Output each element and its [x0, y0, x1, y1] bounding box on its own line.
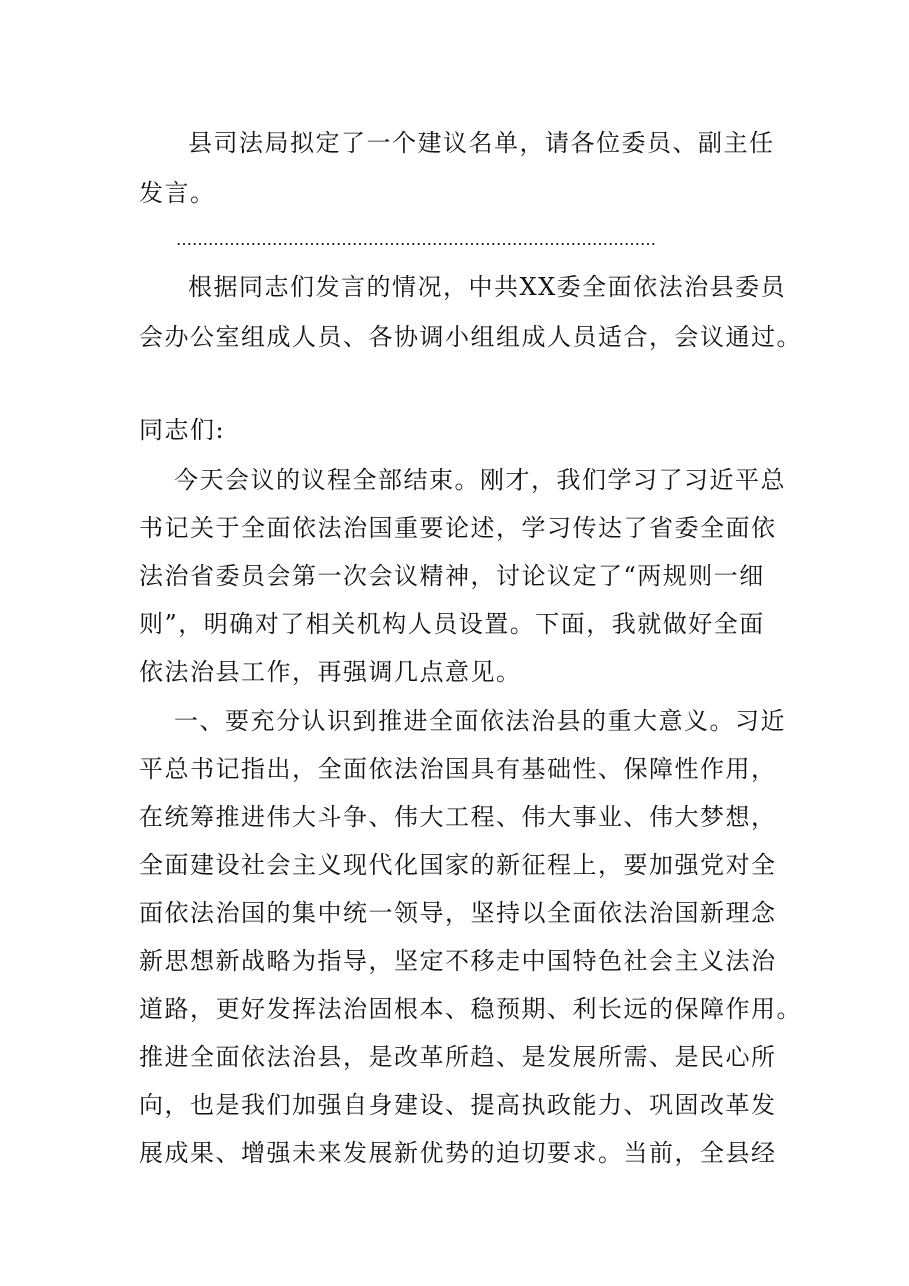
text-line: 县司法局拟定了一个建议名单，请各位委员、副主任 [188, 129, 775, 157]
text-line: 发言。 [139, 179, 216, 207]
text-line: 面依法治国的集中统一领导，坚持以全面依法治国新理念 [139, 899, 777, 927]
section-heading-line: 一、要充分认识到推进全面依法治县的重大意义。习近 [174, 707, 786, 735]
text-line: 法治省委员会第一次会议精神，讨论议定了“两规则一细 [139, 562, 765, 590]
text-line: 书记关于全面依法治国重要论述，学习传达了省委全面依 [139, 514, 777, 542]
text-line: 根据同志们发言的情况，中共XX委全面依法治县委员 [188, 273, 787, 301]
text-line: 则”，明确对了相关机构人员设置。下面，我就做好全面 [139, 610, 765, 638]
text-line: 平总书记指出，全面依法治国具有基础性、保障性作用， [139, 755, 777, 783]
text-line: 道路，更好发挥法治固根本、稳预期、利长远的保障作用。 [139, 995, 802, 1023]
text-line: 展成果、增强未来发展新优势的迫切要求。当前，全县经 [139, 1139, 777, 1167]
text-line: 依法治县工作，再强调几点意见。 [139, 658, 522, 686]
ellipsis-separator: ……………………………………………………………………………… [176, 230, 656, 249]
text-line: 在统筹推进伟大斗争、伟大工程、伟大事业、伟大梦想， [139, 803, 777, 831]
text-line: 向，也是我们加强自身建设、提高执政能力、巩固改革发 [139, 1091, 777, 1119]
salutation: 同志们: [139, 416, 226, 444]
text-line: 今天会议的议程全部结束。刚才，我们学习了习近平总 [174, 466, 786, 494]
text-line: 会办公室组成人员、各协调小组组成人员适合，会议通过。 [139, 323, 802, 351]
text-line: 推进全面依法治县，是改革所趋、是发展所需、是民心所 [139, 1043, 777, 1071]
text-line: 新思想新战略为指导，坚定不移走中国特色社会主义法治 [139, 947, 777, 975]
text-line: 全面建设社会主义现代化国家的新征程上，要加强党对全 [139, 851, 777, 879]
